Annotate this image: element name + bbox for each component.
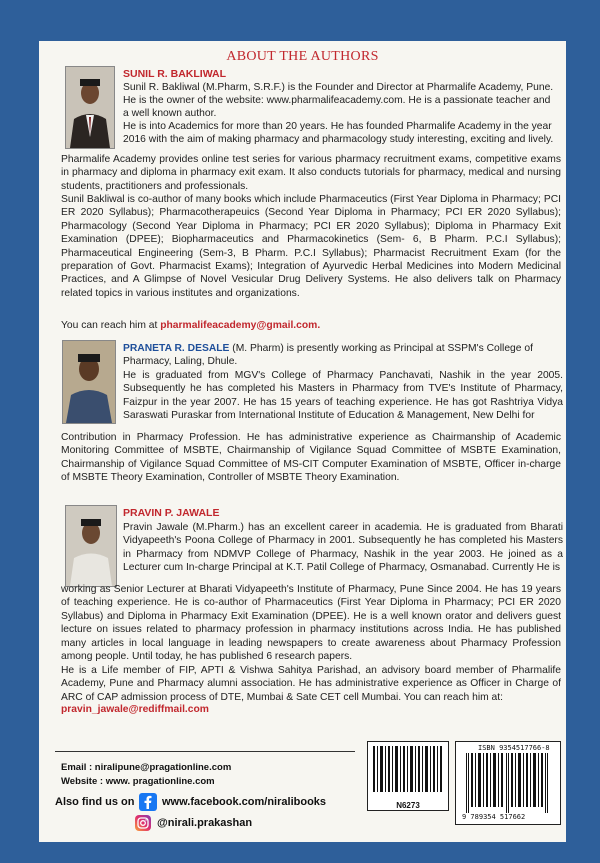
bio-line: a well known author. [123,108,217,119]
author-intro-praneta [123,342,563,355]
bio-line: 2016 with the aim of making pharmacy and pharmacology study interesting, exciting and lively. [123,134,554,145]
book-code-barcode [367,741,449,811]
publisher-website[interactable]: Website : www. pragationline.com [61,776,215,787]
facebook-link[interactable]: www.facebook.com/niralibooks [162,796,327,808]
author-bio-praneta-cont: Contribution in Pharmacy Profession. He has administrative experience as Chairmanship of Academic Monitoring Committee of MSBTE, Chairmanship of Vigilance Squad Committee of MSBTE Examination, Chairmanship of Vigilance Squad Committee of MS-CIT Computer Examination of MSBTE, Officer in-charge of MSBTE Theory Examination, Controller of MSBTE Theory Examination. [61,432,561,484]
find-us-label: Also find us on [55,796,135,808]
author-name-sunil: SUNIL R. BAKLIWAL [123,68,227,80]
intro-text: (M. Pharm) is presently working as Principal at SSPM's College of [229,343,533,354]
author-email-sunil[interactable]: pharmalifeacademy@gmail.com. [160,320,321,331]
author-bio-praneta: He is graduated from MGV's College of Pharmacy Panchavati, Nashik in the year 2005. Subsequently he has completed his Masters in Pharmacy from TVE's Institute of Pharmacy, Faizpur in the year 2007. He has 15 years of teaching experience. He has got Rashtriya Vidya Saraswati Puraskar from International Institute of Education & Management, New Delhi for [123,370,563,422]
bio-line: He is the owner of the website: www.pharmalifeacademy.com. He is a passionate teacher and [123,95,551,106]
author-intro-praneta-line2: Pharmacy, Laling, Dhule. [123,356,238,367]
author-contact-pravin [61,703,561,716]
barcode-bars [368,742,448,796]
section-heading: ABOUT THE AUTHORS [226,49,379,64]
bio-line: Sunil R. Bakliwal (M.Pharm, S.R.F.) is the Founder and Director at Pharmalife Academy, Pune. [123,82,554,93]
publisher-email[interactable]: Email : niralipune@pragationline.com [61,762,232,773]
author-photo-pravin [65,505,117,587]
author-photo-sunil [65,66,115,149]
book-code: N6273 [396,801,420,810]
bio-line: He is into Academics for more than 20 years. He has founded Pharmalife Academy in the year [123,121,552,132]
instagram-icon[interactable] [135,815,151,831]
back-cover-panel [39,41,566,842]
author-bio-pravin-memberships: He is a Life member of FIP, APTI & Vishwa Sahitya Parishad, an advisory board member of Pharmalife Academy, Pune and Pharmacy alumni association. He has administrative experience as Officer in Charge of ARC of CAP admission process of DTE, Mumbai & Sate CET cell Mumbai. You can reach him at: [61,665,561,703]
author-bio-pravin: Pravin Jawale (M.Pharm.) has an excellent career in academia. He is graduated from Bharati Vidyapeeth's Poona College of Pharmacy in 2001. Subsequently he has completed his Masters in Pharmacy from NDMVP College of Pharmacy, Nashik in the year 2003. He joined as a Lecturer cum In-charge Principal at K.T. Patil College of Pharmacy, Osmanabad. Currently He is [123,522,563,574]
isbn-label: ISBN 9354517766-8 [478,744,550,752]
author-name-praneta: PRANETA R. DESALE [123,343,230,354]
facebook-icon[interactable] [139,793,157,811]
author-email-pravin[interactable]: pravin_jawale@rediffmail.com [61,704,209,715]
isbn-digits: 9 789354 517662 [462,813,526,821]
author-bio-sunil-academy: Pharmalife Academy provides online test series for various pharmacy recruitment exams, competitive exams in pharmacy and diploma in pharmacy exit exam. It also conducts tutorials for pharmacy, medical and nursing students, practitioners and professionals. [61,154,561,192]
author-bio-pravin-cont: working as Senior Lecturer at Bharati Vidyapeeth's Institute of Pharmacy, Pune Since 2004. He has 19 years of teaching experience. He is co-author of Pharmaceutics (First Year Diploma in Pharmacy; PCI ER 2020 Syllabus) and Diploma in Pharmacy Exit Examination (DPEE). He is a well known orator and delivers guest lecture on issues related to pharmacy profession in pharmacy institutions across India. He has published many articles in local language in leading newspapers to create awareness about Pharmacy Profession among people. Until today, he has published 6 research papers. [61,584,561,663]
reach-label: You can reach him at [61,320,161,331]
isbn-bars [456,753,560,815]
author-contact-sunil [61,319,561,332]
author-name-pravin: PRAVIN P. JAWALE [123,507,220,519]
footer-divider [55,751,355,752]
author-bio-sunil-books: Sunil Bakliwal is co-author of many books which include Pharmaceutics (First Year Diploma in Pharmacy; PCI ER 2020 Syllabus); Pharmacotherapeuics (Second Year Diploma in Pharmacy; PCI ER 2020 Syllabus); Pharmacology (Second Year Diploma in Pharmacy; PCI ER 2020 Syllabus); Diploma in Pharmacy Exit Examination (DPEE); Biopharmaceutics and Pharmacokinetics (Sem- 6, B Pharm. P.C.I Syllabus); Pharmaceutical Engineering (Sem-3, B Pharm. P.C.I Syllabus); Pharmacist Recruitment Exam (for the preparation of Govt. Pharmacist Exams); Integration of Ayurvedic Herbal Medicines into Modern Medicinal Practices, and A Glimpse of Novel Vesicular Drug Delivery Systems. He also delivers talk on Pharmacy related topics in various institutes and organizations. [61,194,561,299]
isbn-barcode [455,741,561,825]
author-photo-praneta [62,340,116,424]
instagram-handle[interactable]: @nirali.prakashan [157,817,253,829]
